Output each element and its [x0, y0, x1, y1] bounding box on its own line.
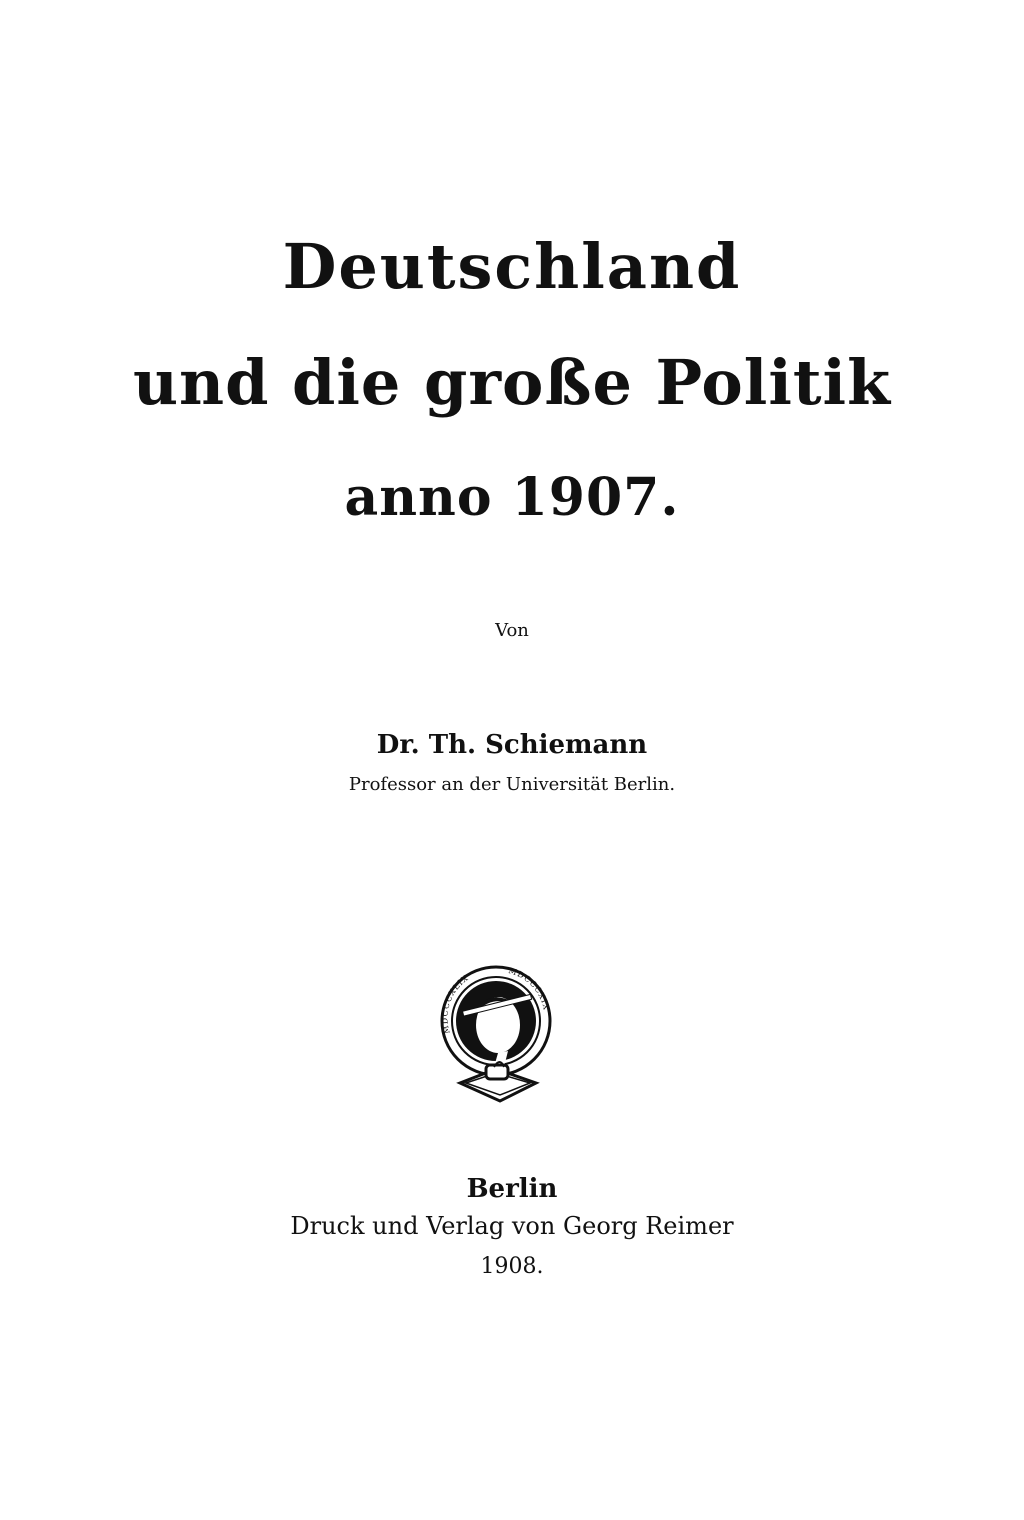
imprint-place: Berlin: [466, 1174, 558, 1204]
by-line: Von: [495, 620, 529, 641]
mark-left-legend: MDCCCXLIX: [440, 973, 471, 1035]
imprint-publisher: Druck und Verlag von Georg Reimer: [290, 1212, 734, 1240]
imprint-year: 1908.: [480, 1254, 544, 1279]
title-line-3: anno 1907.: [344, 467, 680, 528]
title-line-2: und die große Politik: [132, 346, 892, 419]
publisher-mark-icon: [432, 955, 560, 1115]
author-name: Dr. Th. Schiemann: [376, 730, 648, 760]
author-affiliation: Professor an der Universität Berlin.: [348, 774, 676, 795]
title-line-1: Deutschland: [282, 230, 742, 303]
mark-right-legend: MDCCCXIX: [507, 966, 551, 1012]
